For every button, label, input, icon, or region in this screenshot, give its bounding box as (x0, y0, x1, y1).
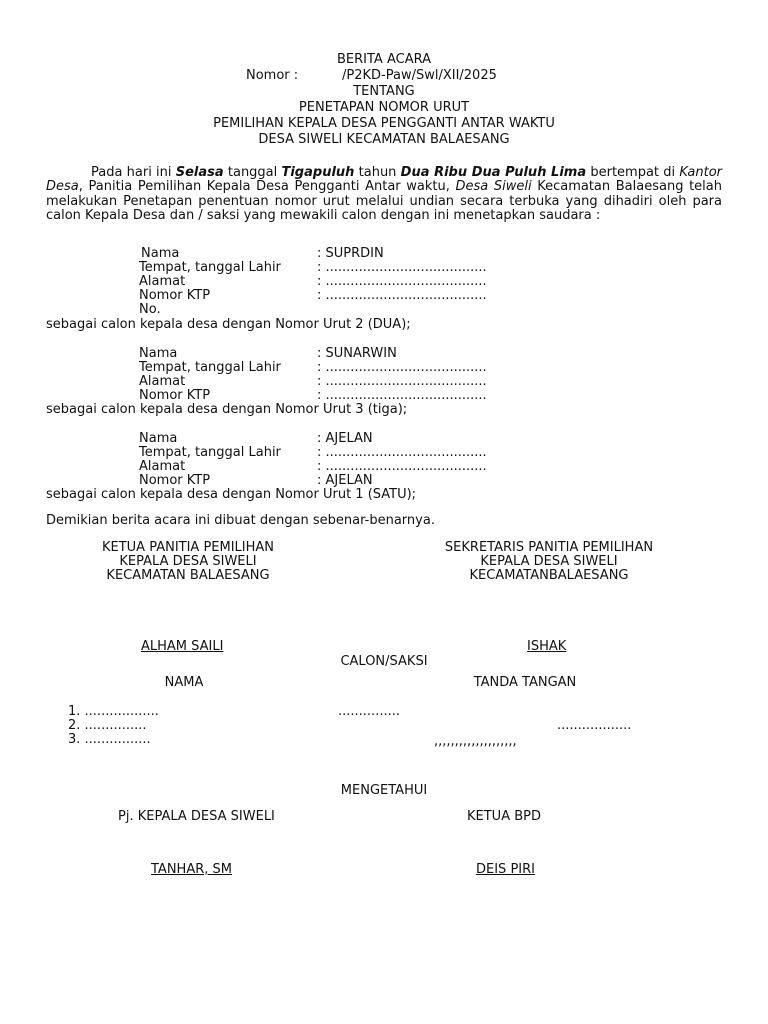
witness-col-sign: TANDA TANGAN (473, 675, 577, 690)
village-head-name: TANHAR, SM (151, 862, 232, 877)
nomor-value: /P2KD-Paw/Swl/XII/2025 (342, 68, 497, 83)
tentang-heading: TENTANG (353, 84, 415, 99)
candidate-3-ktp-label: Nomor KTP (139, 473, 211, 488)
place-text: Kantor Desa (46, 165, 722, 195)
subject-line-1: PENETAPAN NOMOR URUT (298, 100, 470, 115)
witness-row-3: 3. ................ (68, 732, 151, 747)
candidate-1-alamat-value: : ....................................... (317, 274, 487, 289)
candidate-1-result: sebagai calon kepala desa dengan Nomor Urut 2 (DUA); (46, 317, 411, 332)
candidate-2-nama-value: : SUNARWIN (317, 346, 397, 361)
subject-line-2: PEMILIHAN KEPALA DESA PENGGANTI ANTAR WAKTU (213, 116, 555, 131)
candidate-2-ttl-label: Tempat, tanggal Lahir (139, 360, 281, 375)
right-signatory-title-1: SEKRETARIS PANITIA PEMILIHAN (444, 540, 654, 555)
witness-heading: CALON/SAKSI (340, 654, 428, 669)
candidate-2-alamat-value: : ....................................... (317, 374, 487, 389)
day-text: Selasa (175, 165, 224, 180)
candidate-2-ktp-value: : ....................................... (317, 388, 487, 403)
right-signatory-name: ISHAK (527, 639, 567, 654)
left-signatory-name: ALHAM SAILI (141, 639, 224, 654)
candidate-3-alamat-value: : ....................................... (317, 459, 487, 474)
candidate-2-alamat-label: Alamat (139, 374, 186, 389)
witness-row-2: 2. ............... (68, 718, 147, 733)
left-signatory-title-3: KECAMATAN BALAESANG (106, 568, 270, 583)
right-signatory-title-2: KEPALA DESA SIWELI (480, 554, 618, 569)
witness-row-1: 1. .................. (68, 704, 159, 719)
witness-sign-3: ,,,,,,,,,,,,,,,,,,,, (434, 734, 517, 749)
candidate-1-ktp-value: : ....................................... (317, 288, 487, 303)
document-title: BERITA ACARA (337, 52, 431, 67)
candidate-1-ktp-label: Nomor KTP (139, 288, 211, 303)
candidate-2-nama-label: Nama (139, 346, 178, 361)
witness-sign-2: .................. (557, 718, 632, 733)
candidate-1-ttl-label: Tempat, tanggal Lahir (139, 260, 281, 275)
witness-col-name: NAMA (164, 675, 204, 690)
candidate-3-nama-label: Nama (139, 431, 178, 446)
candidate-1-ttl-value: : ....................................... (317, 260, 487, 275)
candidate-2-ktp-label: Nomor KTP (139, 388, 211, 403)
candidate-1-alamat-label: Alamat (139, 274, 186, 289)
village-head-title: Pj. KEPALA DESA SIWELI (118, 809, 275, 824)
closing-statement: Demikian berita acara ini dibuat dengan sebenar-benarnya. (46, 513, 435, 528)
date-text: Tigapuluh (281, 165, 355, 180)
witness-sign-1: ............... (338, 704, 400, 719)
approval-heading: MENGETAHUI (340, 783, 428, 798)
candidate-1-nama-value: : SUPRDIN (317, 246, 384, 261)
candidate-3-alamat-label: Alamat (139, 459, 186, 474)
year-text: Dua Ribu Dua Puluh Lima (400, 165, 587, 180)
candidate-3-ktp-value: : AJELAN (317, 473, 373, 488)
candidate-2-result: sebagai calon kepala desa dengan Nomor Urut 3 (tiga); (46, 402, 408, 417)
candidate-3-ttl-label: Tempat, tanggal Lahir (139, 445, 281, 460)
left-signatory-title-2: KEPALA DESA SIWELI (119, 554, 257, 569)
intro-paragraph: Pada hari ini Selasa tanggal Tigapuluh tahun Dua Ribu Dua Puluh Lima bertempat di Kantor Desa, Panitia Pemilihan Kepala Desa Pengganti Antar waktu, Desa Siweli Kecamatan Balaesang telah melakukan Penetapan penentuan nomor urut melalui undian secara terbuka yang dihadiri oleh para calon Kepala Desa dan / saksi yang mewakili calon dengan ini menetapkan saudara : (46, 165, 722, 223)
left-signatory-title-1: KETUA PANITIA PEMILIHAN (101, 540, 275, 555)
candidate-3-result: sebagai calon kepala desa dengan Nomor Urut 1 (SATU); (46, 487, 417, 502)
bpd-chair-title: KETUA BPD (467, 809, 541, 824)
candidate-1-nama-label: Nama (141, 246, 180, 261)
subject-line-3: DESA SIWELI KECAMATAN BALAESANG (258, 132, 510, 147)
nomor-label: Nomor : (246, 68, 299, 83)
candidate-3-nama-value: : AJELAN (317, 431, 373, 446)
candidate-3-ttl-value: : ....................................... (317, 445, 487, 460)
bpd-chair-name: DEIS PIRI (476, 862, 535, 877)
right-signatory-title-3: KECAMATANBALAESANG (469, 568, 629, 583)
candidate-2-ttl-value: : ....................................... (317, 360, 487, 375)
village-text: Desa Siweli (455, 179, 532, 195)
candidate-1-extra-label: No. (139, 302, 161, 317)
